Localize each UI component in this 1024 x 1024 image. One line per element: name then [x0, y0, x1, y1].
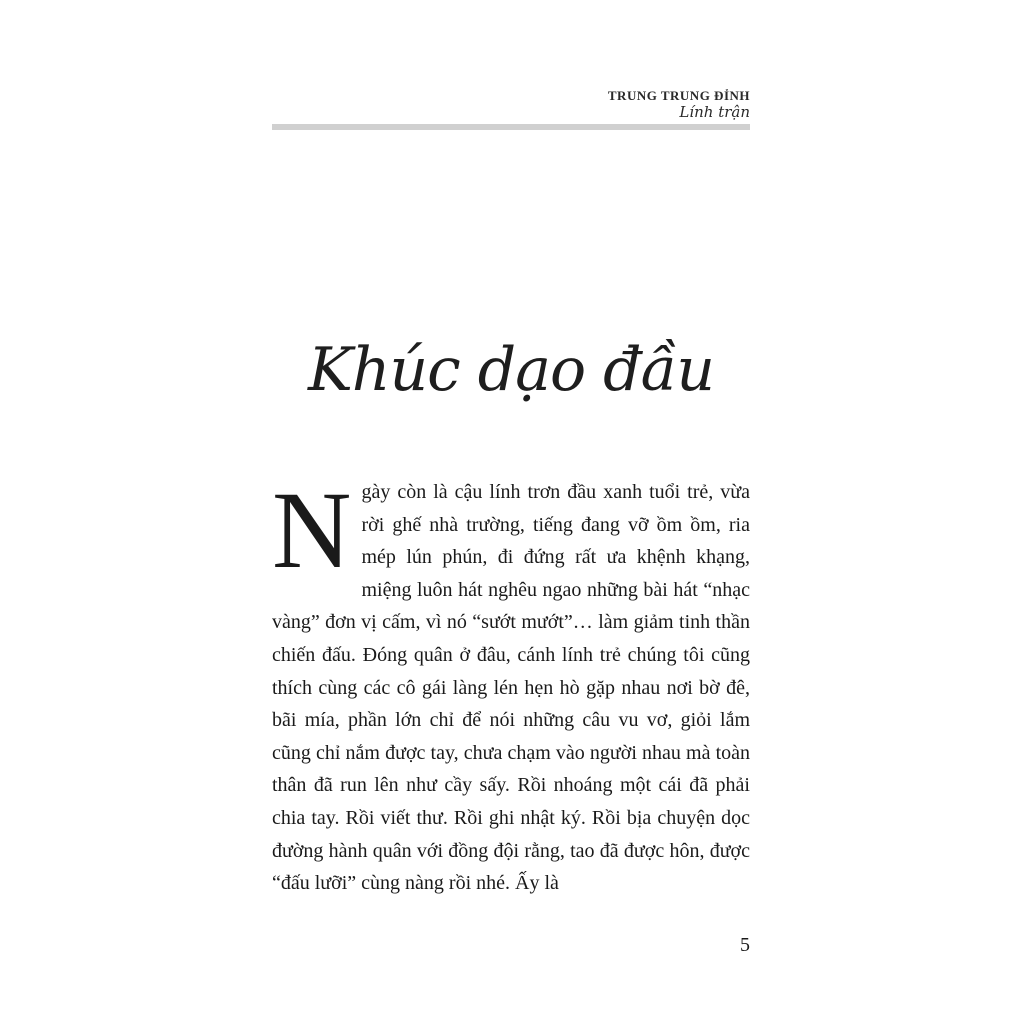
drop-cap: N [272, 476, 352, 591]
body-text: gày còn là cậu lính trơn đầu xanh tuổi trẻ, vừa rời ghế nhà trường, tiếng đang vỡ ồm ồm, ria mép lún phún, đi đứng rất ưa khệnh khạng, miệng luôn hát nghêu ngao những bài hát “nhạc vàng” đơn vị cấm, vì nó “sướt mướt”… làm giảm tinh thần chiến đấu. Đóng quân ở đâu, cánh lính trẻ chúng tôi cũng thích cùng các cô gái làng lén hẹn hò gặp nhau nơi bờ đê, bãi mía, phần lớn chỉ để nói những câu vu vơ, giỏi lắm cũng chỉ nắm được tay, chưa chạm vào người nhau mà toàn thân đã run lên như cầy sấy. Rồi nhoáng một cái đã phải chia tay. Rồi viết thư. Rồi ghi nhật ký. Rồi bịa chuyện dọc đường hành quân với đồng đội rằng, tao đã được hôn, được “đấu lưỡi” cùng nàng rồi nhé. Ấy là [272, 481, 750, 895]
chapter-title: Khúc dạo đầu [308, 335, 714, 405]
header-book-title: Lính trận [679, 103, 750, 121]
header-rule [272, 124, 750, 130]
running-header [608, 88, 750, 120]
header-author: TRUNG TRUNG ĐỈNH [607, 88, 750, 103]
page-number: 5 [740, 934, 750, 956]
body-paragraph [272, 476, 750, 926]
